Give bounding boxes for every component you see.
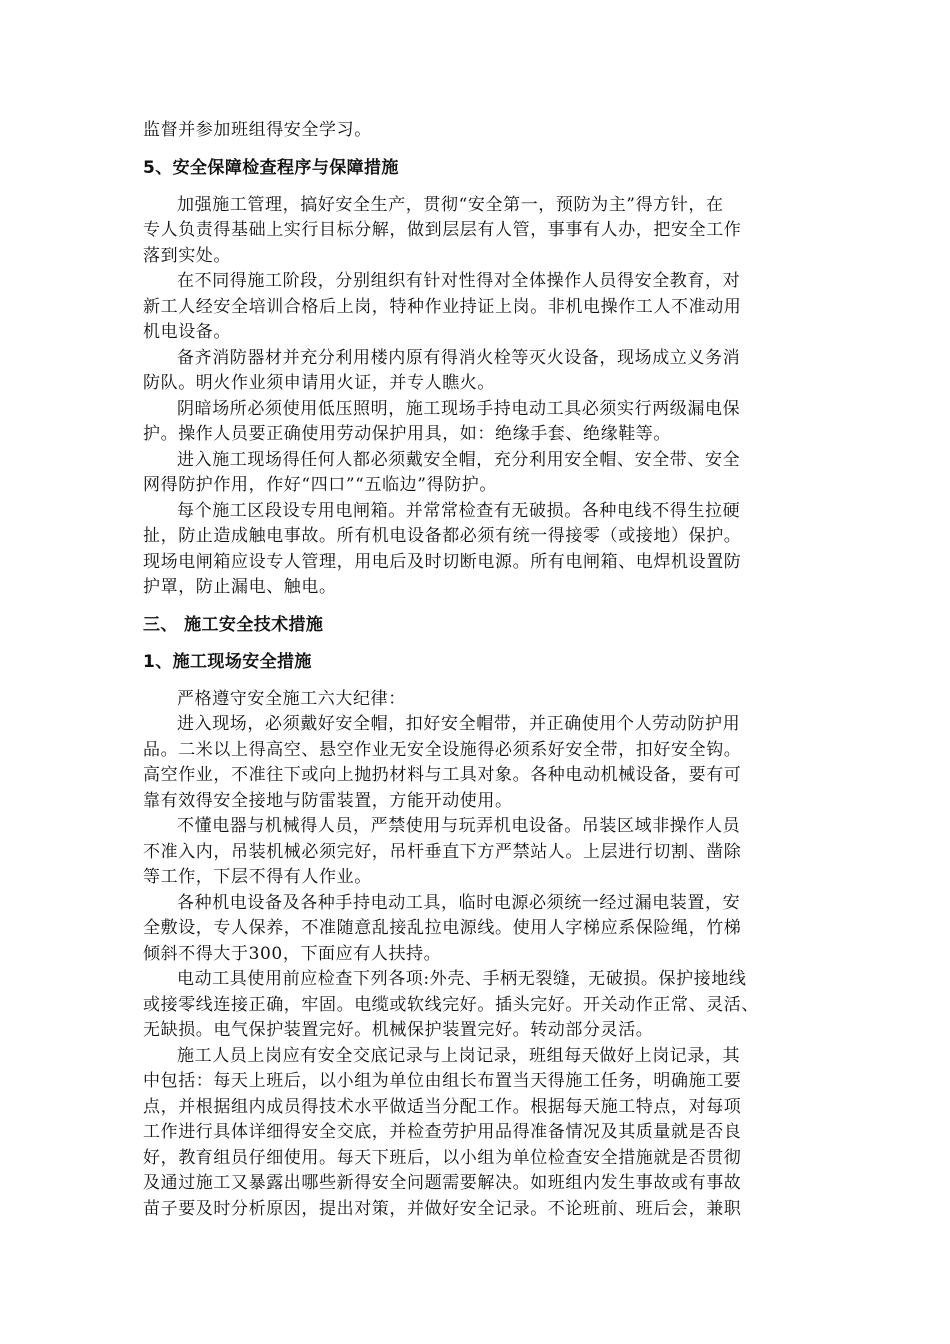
text-line: 靠有效得安全接地与防雷装置，方能开动使用。 [143, 790, 513, 811]
text-line: 专人负责得基础上实行目标分解，做到层层有人管，事事有人办，把安全工作 [143, 220, 742, 240]
text-line: 落到实处。 [143, 245, 231, 266]
paragraph [143, 269, 807, 346]
text-line: 施工人员上岗应有安全交底记录与上岗记录，班组每天做好上岗记录，其 [177, 1045, 741, 1066]
section1-body [143, 687, 807, 1223]
text-line: 新工人经安全培训合格后上岗，特种作业持证上岗。非机电操作工人不准动用 [143, 296, 742, 317]
text-line: 等工作，下层不得有人作业。 [143, 867, 372, 887]
lead-paragraph [143, 118, 807, 144]
text-line: 各种机电设备及各种手持电动工具，临时电源必须统一经过漏电装置，安 [177, 892, 741, 913]
section-heading-5: 5、安全保障检查程序与保障措施 [143, 157, 399, 178]
text-line: 进入现场，必须戴好安全帽，扣好安全帽带，并正确使用个人劳动防护用 [177, 714, 741, 734]
text-line: 护。操作人员要正确使用劳动保护用具，如：绝缘手套、绝缘鞋等。 [143, 424, 671, 444]
text-line: 电动工具使用前应检查下列各项:外壳、手柄无裂缝，无破损。保护接地线 [177, 969, 747, 989]
text-line: 阴暗场所必须使用低压照明，施工现场手持电动工具必须实行两级漏电保 [177, 398, 741, 419]
text-line: 品。二米以上得高空、悬空作业无安全设施得必须系好安全带，扣好安全钩。 [143, 739, 742, 760]
text-line: 在不同得施工阶段，分别组织有针对性得对全体操作人员得安全教育，对 [177, 271, 741, 291]
text-line: 网得防护作用，作好“四口”“五临边”得防护。 [143, 475, 497, 495]
text-line: 不准入内，吊装机械必须完好，吊杆垂直下方严禁站人。上层进行切割、凿除 [143, 841, 742, 862]
paragraph [143, 967, 807, 1044]
paragraph [143, 346, 807, 397]
text-line: 进入施工现场得任何人都必须戴安全帽，充分利用安全帽、安全带、安全 [177, 449, 741, 470]
section-heading-1: 1、施工现场安全措施 [143, 651, 312, 672]
text-line: 无缺损。电气保护装置完好。机械保护装置完好。转动部分灵活。 [143, 1020, 654, 1040]
section5-body [143, 193, 807, 601]
text-line: 不懂电器与机械得人员，严禁使用与玩弄机电设备。吊装区域非操作人员 [177, 816, 741, 836]
text-line: 点，并根据组内成员得技术水平做适当分配工作。根据每天施工特点，对每项 [143, 1096, 742, 1117]
text-line: 中包括：每天上班后，以小组为单位由组长布置当天得施工任务，明确施工要 [143, 1071, 742, 1091]
text-line: 及通过施工又暴露出哪些新得安全问题需要解决。如班组内发生事故或有事故 [143, 1173, 742, 1193]
paragraph [143, 397, 807, 448]
text-line: 扯，防止造成触电事故。所有机电设备都必须有统一得接零（或接地）保护。 [143, 526, 742, 546]
paragraph [143, 448, 807, 499]
text-line: 工作进行具体详细得安全交底，并检查劳护用品得准备情况及其质量就是否良 [143, 1122, 742, 1142]
paragraph [143, 712, 807, 814]
text-line: 监督并参加班组得安全学习。 [143, 120, 372, 140]
text-line: 加强施工管理，搞好安全生产，贯彻“安全第一，预防为主”得方针，在 [177, 194, 724, 215]
text-line: 备齐消防器材并充分利用楼内原有得消火栓等灭火设备，现场成立义务消 [177, 347, 741, 368]
text-line: 倾斜不得大于300，下面应有人扶持。 [143, 943, 442, 964]
text-line: 防队。明火作业须申请用火证，并专人瞧火。 [143, 373, 495, 393]
text-line: 或接零线连接正确，牢固。电缆或软线完好。插头完好。开关动作正常、灵活、 [143, 994, 759, 1015]
paragraph [143, 814, 807, 891]
paragraph [143, 193, 807, 270]
paragraph [143, 499, 807, 601]
part-heading-3: 三、 施工安全技术措施 [143, 614, 324, 635]
text-line: 高空作业，不准往下或向上抛扔材料与工具对象。各种电动机械设备，要有可 [143, 765, 742, 785]
document-body [143, 118, 807, 1222]
text-line: 现场电闸箱应设专人管理，用电后及时切断电源。所有电闸箱、电焊机设置防 [143, 551, 742, 572]
paragraph [143, 687, 807, 713]
text-line: 全敷设，专人保养，不准随意乱接乱拉电源线。使用人字梯应系保险绳，竹梯 [143, 918, 742, 938]
paragraph [143, 1044, 807, 1223]
text-line: 机电设备。 [143, 322, 231, 342]
text-line: 苗子要及时分析原因，提出对策，并做好安全记录。不论班前、班后会，兼职 [143, 1198, 742, 1219]
text-line: 好，教育组员仔细使用。每天下班后，以小组为单位检查安全措施就是否贯彻 [143, 1147, 742, 1168]
text-line: 每个施工区段设专用电闸箱。并常常检查有无破损。各种电线不得生拉硬 [177, 500, 741, 521]
text-line: 护罩，防止漏电、触电。 [143, 577, 337, 597]
text-line: 严格遵守安全施工六大纪律： [177, 688, 406, 709]
paragraph [143, 891, 807, 968]
